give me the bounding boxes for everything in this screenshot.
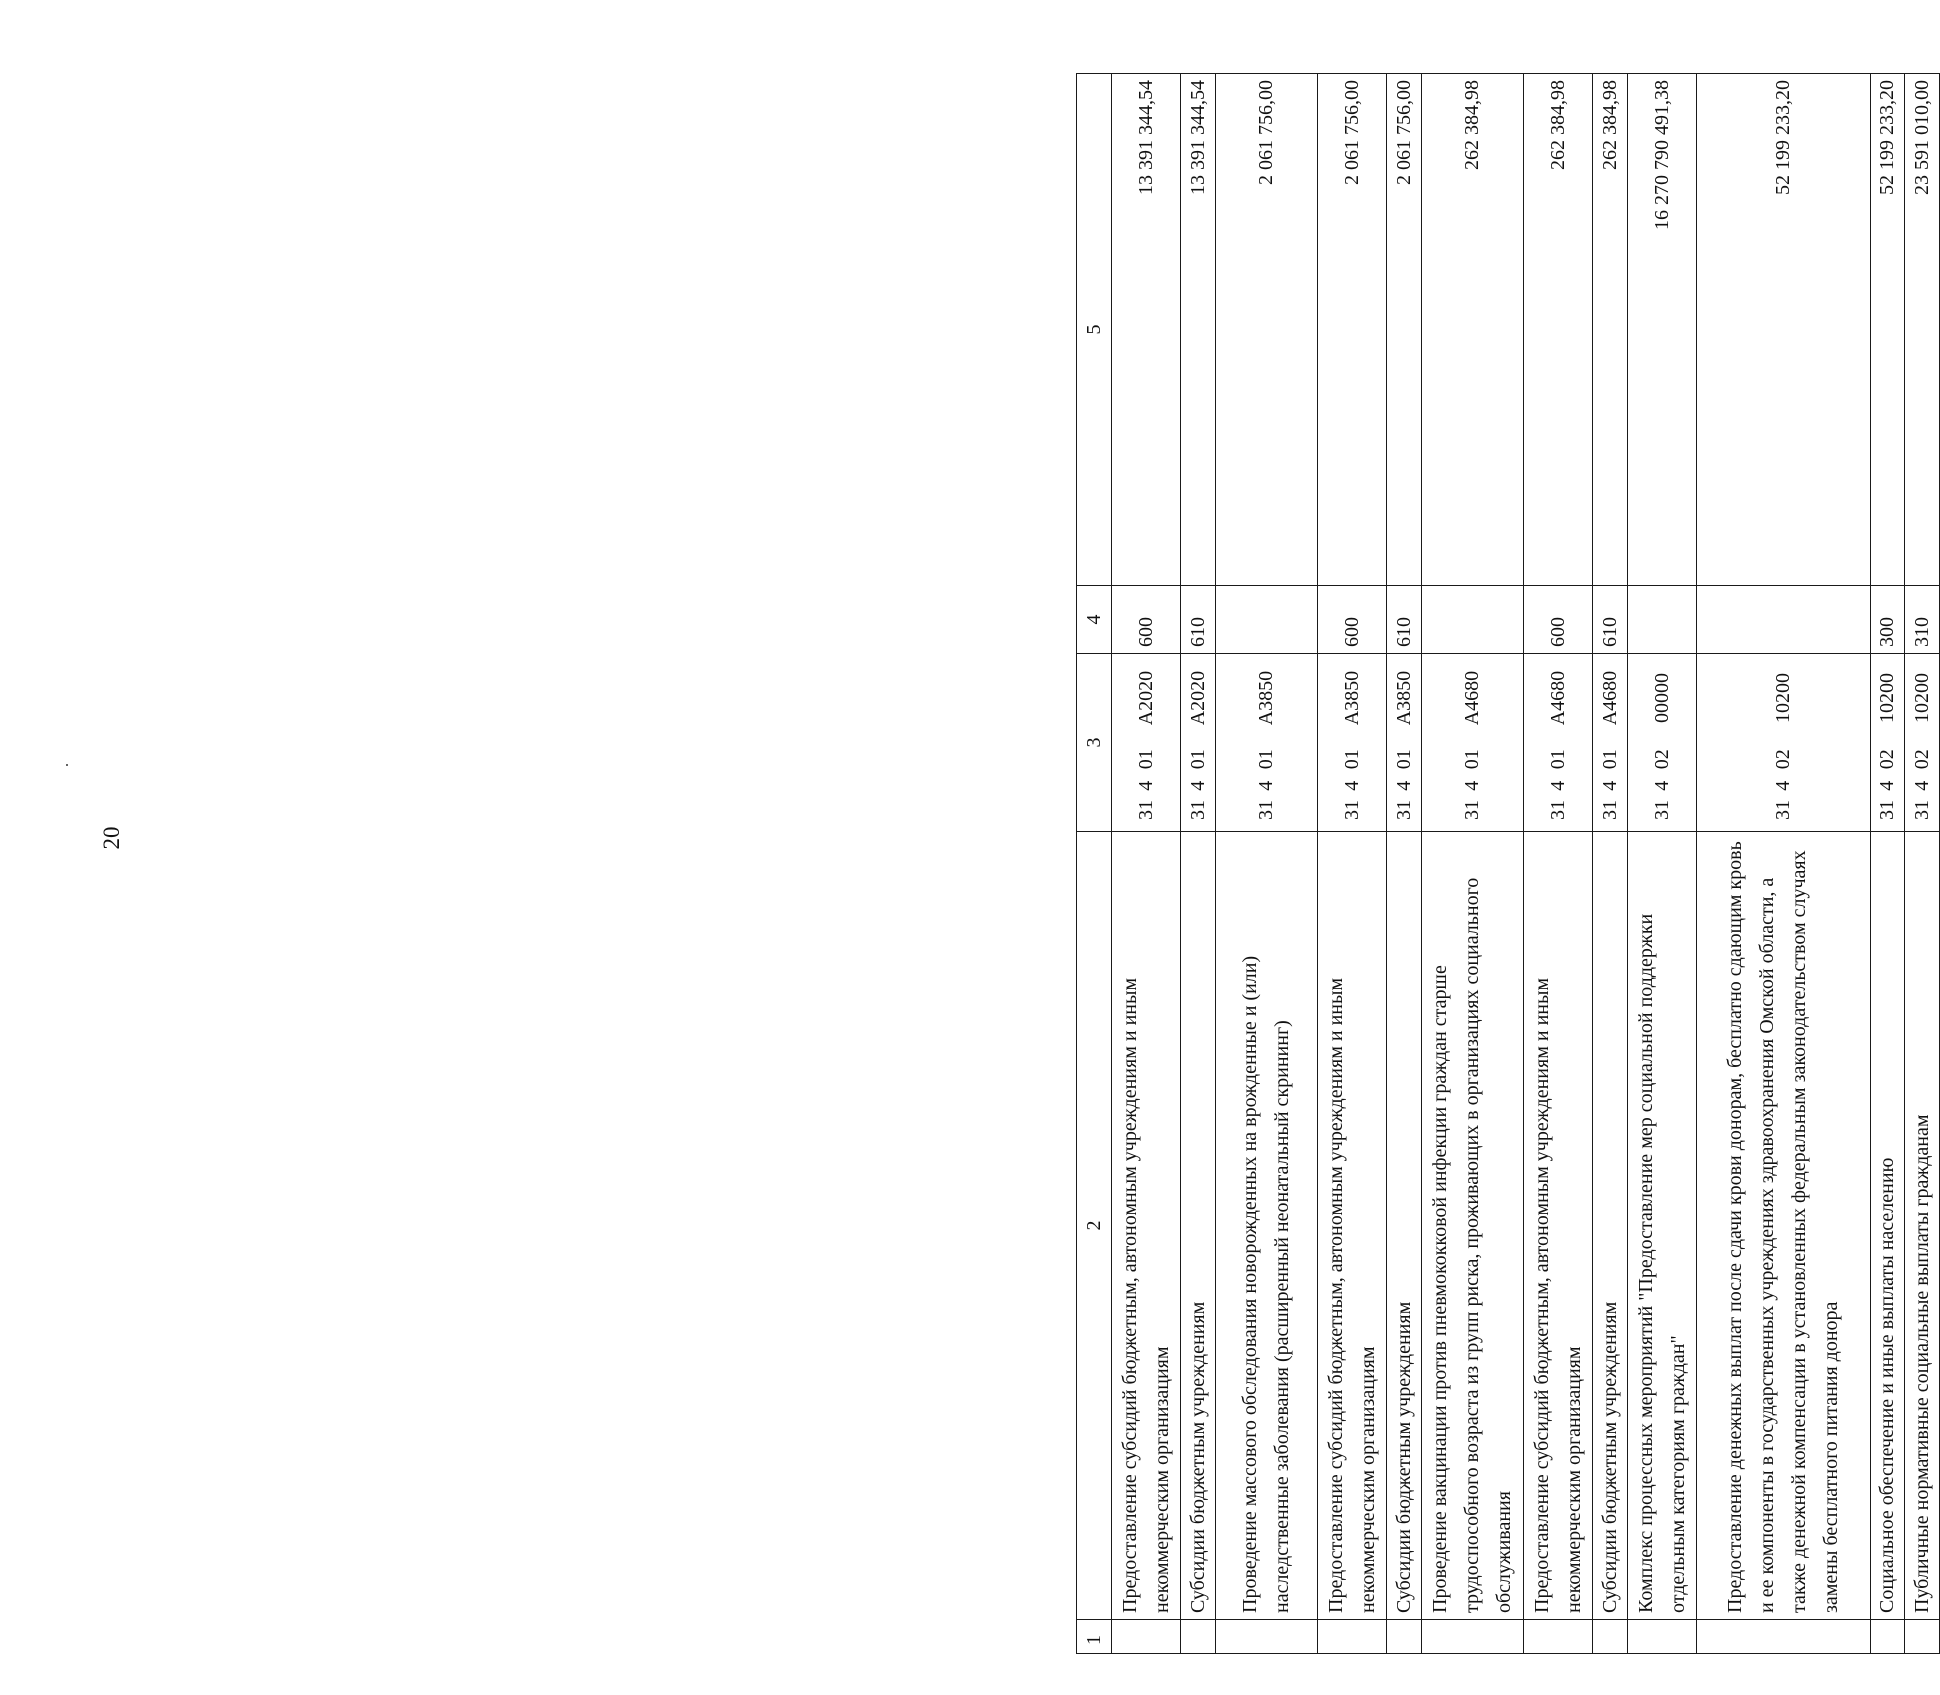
header-col-5: 5 — [1077, 74, 1112, 586]
cell-code: 31 4 01 А2020 — [1181, 654, 1216, 832]
cell-code: 31 4 01 А3850 — [1317, 654, 1386, 832]
cell-blank — [1181, 1620, 1216, 1654]
table-row — [1697, 74, 1870, 1654]
cell-kind — [1215, 586, 1317, 654]
cell-amount: 2 061 756,00 — [1317, 74, 1386, 586]
cell-kind: 610 — [1593, 586, 1628, 654]
cell-code: 31 4 02 00000 — [1627, 654, 1696, 832]
cell-blank — [1421, 1620, 1523, 1654]
cell-name: Предоставление денежных выплат после сдачи крови донорам, бесплатно сдающим кровь и ее компоненты в государственных учреждениях здравоохранения Омской области, а также денежной компенсации в установленных федеральным законодательством случаях замены бесплатного питания донора — [1697, 832, 1870, 1620]
cell-name: Проведение массового обследования новорожденных на врожденные и (или) наследственные заболевания (расширенный неонатальный скрининг) — [1215, 832, 1317, 1620]
cell-kind — [1421, 586, 1523, 654]
cell-kind: 600 — [1112, 586, 1181, 654]
cell-amount: 16 270 790 491,38 — [1627, 74, 1696, 586]
cell-name: Публичные нормативные социальные выплаты гражданам — [1905, 832, 1940, 1620]
cell-amount: 23 591 010,00 — [1905, 74, 1940, 586]
cell-amount: 52 199 233,20 — [1697, 74, 1870, 586]
cell-blank — [1870, 1620, 1905, 1654]
cell-kind: 600 — [1317, 586, 1386, 654]
cell-blank — [1317, 1620, 1386, 1654]
cell-amount: 2 061 756,00 — [1215, 74, 1317, 586]
cell-kind: 310 — [1905, 586, 1940, 654]
cell-code: 31 4 01 А3850 — [1387, 654, 1422, 832]
cell-amount: 2 061 756,00 — [1387, 74, 1422, 586]
header-col-4: 4 — [1077, 586, 1112, 654]
cell-amount: 262 384,98 — [1421, 74, 1523, 586]
header-col-3: 3 — [1077, 654, 1112, 832]
cell-name: Субсидии бюджетным учреждениям — [1181, 832, 1216, 1620]
cell-amount: 262 384,98 — [1523, 74, 1592, 586]
cell-kind: 600 — [1523, 586, 1592, 654]
cell-blank — [1697, 1620, 1870, 1654]
table-row — [1870, 74, 1905, 1654]
cell-kind — [1627, 586, 1696, 654]
stray-dot — [66, 764, 68, 766]
cell-kind: 610 — [1181, 586, 1216, 654]
cell-amount: 52 199 233,20 — [1870, 74, 1905, 586]
cell-name: Предоставление субсидий бюджетным, автономным учреждениям и иным некоммерческим организациям — [1523, 832, 1592, 1620]
cell-code: 31 4 01 А3850 — [1215, 654, 1317, 832]
cell-name: Социальное обеспечение и иные выплаты населению — [1870, 832, 1905, 1620]
header-col-1: 1 — [1077, 1620, 1112, 1654]
cell-code: 31 4 02 10200 — [1905, 654, 1940, 832]
cell-code: 31 4 01 А4680 — [1421, 654, 1523, 832]
table-row — [1421, 74, 1523, 1654]
rotated-table-wrapper — [1076, 74, 1940, 1654]
cell-blank — [1215, 1620, 1317, 1654]
header-col-2: 2 — [1077, 832, 1112, 1620]
table-row — [1112, 74, 1181, 1654]
cell-blank — [1523, 1620, 1592, 1654]
cell-blank — [1112, 1620, 1181, 1654]
cell-blank — [1593, 1620, 1628, 1654]
cell-blank — [1627, 1620, 1696, 1654]
cell-kind — [1697, 586, 1870, 654]
cell-amount: 13 391 344,54 — [1181, 74, 1216, 586]
cell-code: 31 4 01 А4680 — [1593, 654, 1628, 832]
cell-kind: 610 — [1387, 586, 1422, 654]
table-row — [1905, 74, 1940, 1654]
page-number: 20 — [99, 826, 124, 850]
cell-code: 31 4 01 А4680 — [1523, 654, 1592, 832]
cell-name: Субсидии бюджетным учреждениям — [1387, 832, 1422, 1620]
cell-code: 31 4 02 10200 — [1697, 654, 1870, 832]
cell-amount: 262 384,98 — [1593, 74, 1628, 586]
cell-blank — [1905, 1620, 1940, 1654]
cell-name: Комплекс процессных мероприятий "Предоставление мер социальной поддержки отдельным категориям граждан" — [1627, 832, 1696, 1620]
cell-blank — [1387, 1620, 1422, 1654]
cell-name: Проведение вакцинации против пневмококковой инфекции граждан старше трудоспособного возраста из групп риска, проживающих в организациях социального обслуживания — [1421, 832, 1523, 1620]
table-row — [1627, 74, 1696, 1654]
cell-code: 31 4 01 А2020 — [1112, 654, 1181, 832]
cell-name: Предоставление субсидий бюджетным, автономным учреждениям и иным некоммерческим организациям — [1317, 832, 1386, 1620]
cell-code: 31 4 02 10200 — [1870, 654, 1905, 832]
cell-kind: 300 — [1870, 586, 1905, 654]
table-row — [1387, 74, 1422, 1654]
table-row — [1317, 74, 1386, 1654]
header-row — [1077, 74, 1112, 1654]
cell-name: Предоставление субсидий бюджетным, автономным учреждениям и иным некоммерческим организациям — [1112, 832, 1181, 1620]
table-row — [1593, 74, 1628, 1654]
table-row — [1181, 74, 1216, 1654]
table-row — [1215, 74, 1317, 1654]
table-row — [1523, 74, 1592, 1654]
cell-name: Субсидии бюджетным учреждениям — [1593, 832, 1628, 1620]
budget-table — [1076, 73, 1940, 1654]
cell-amount: 13 391 344,54 — [1112, 74, 1181, 586]
